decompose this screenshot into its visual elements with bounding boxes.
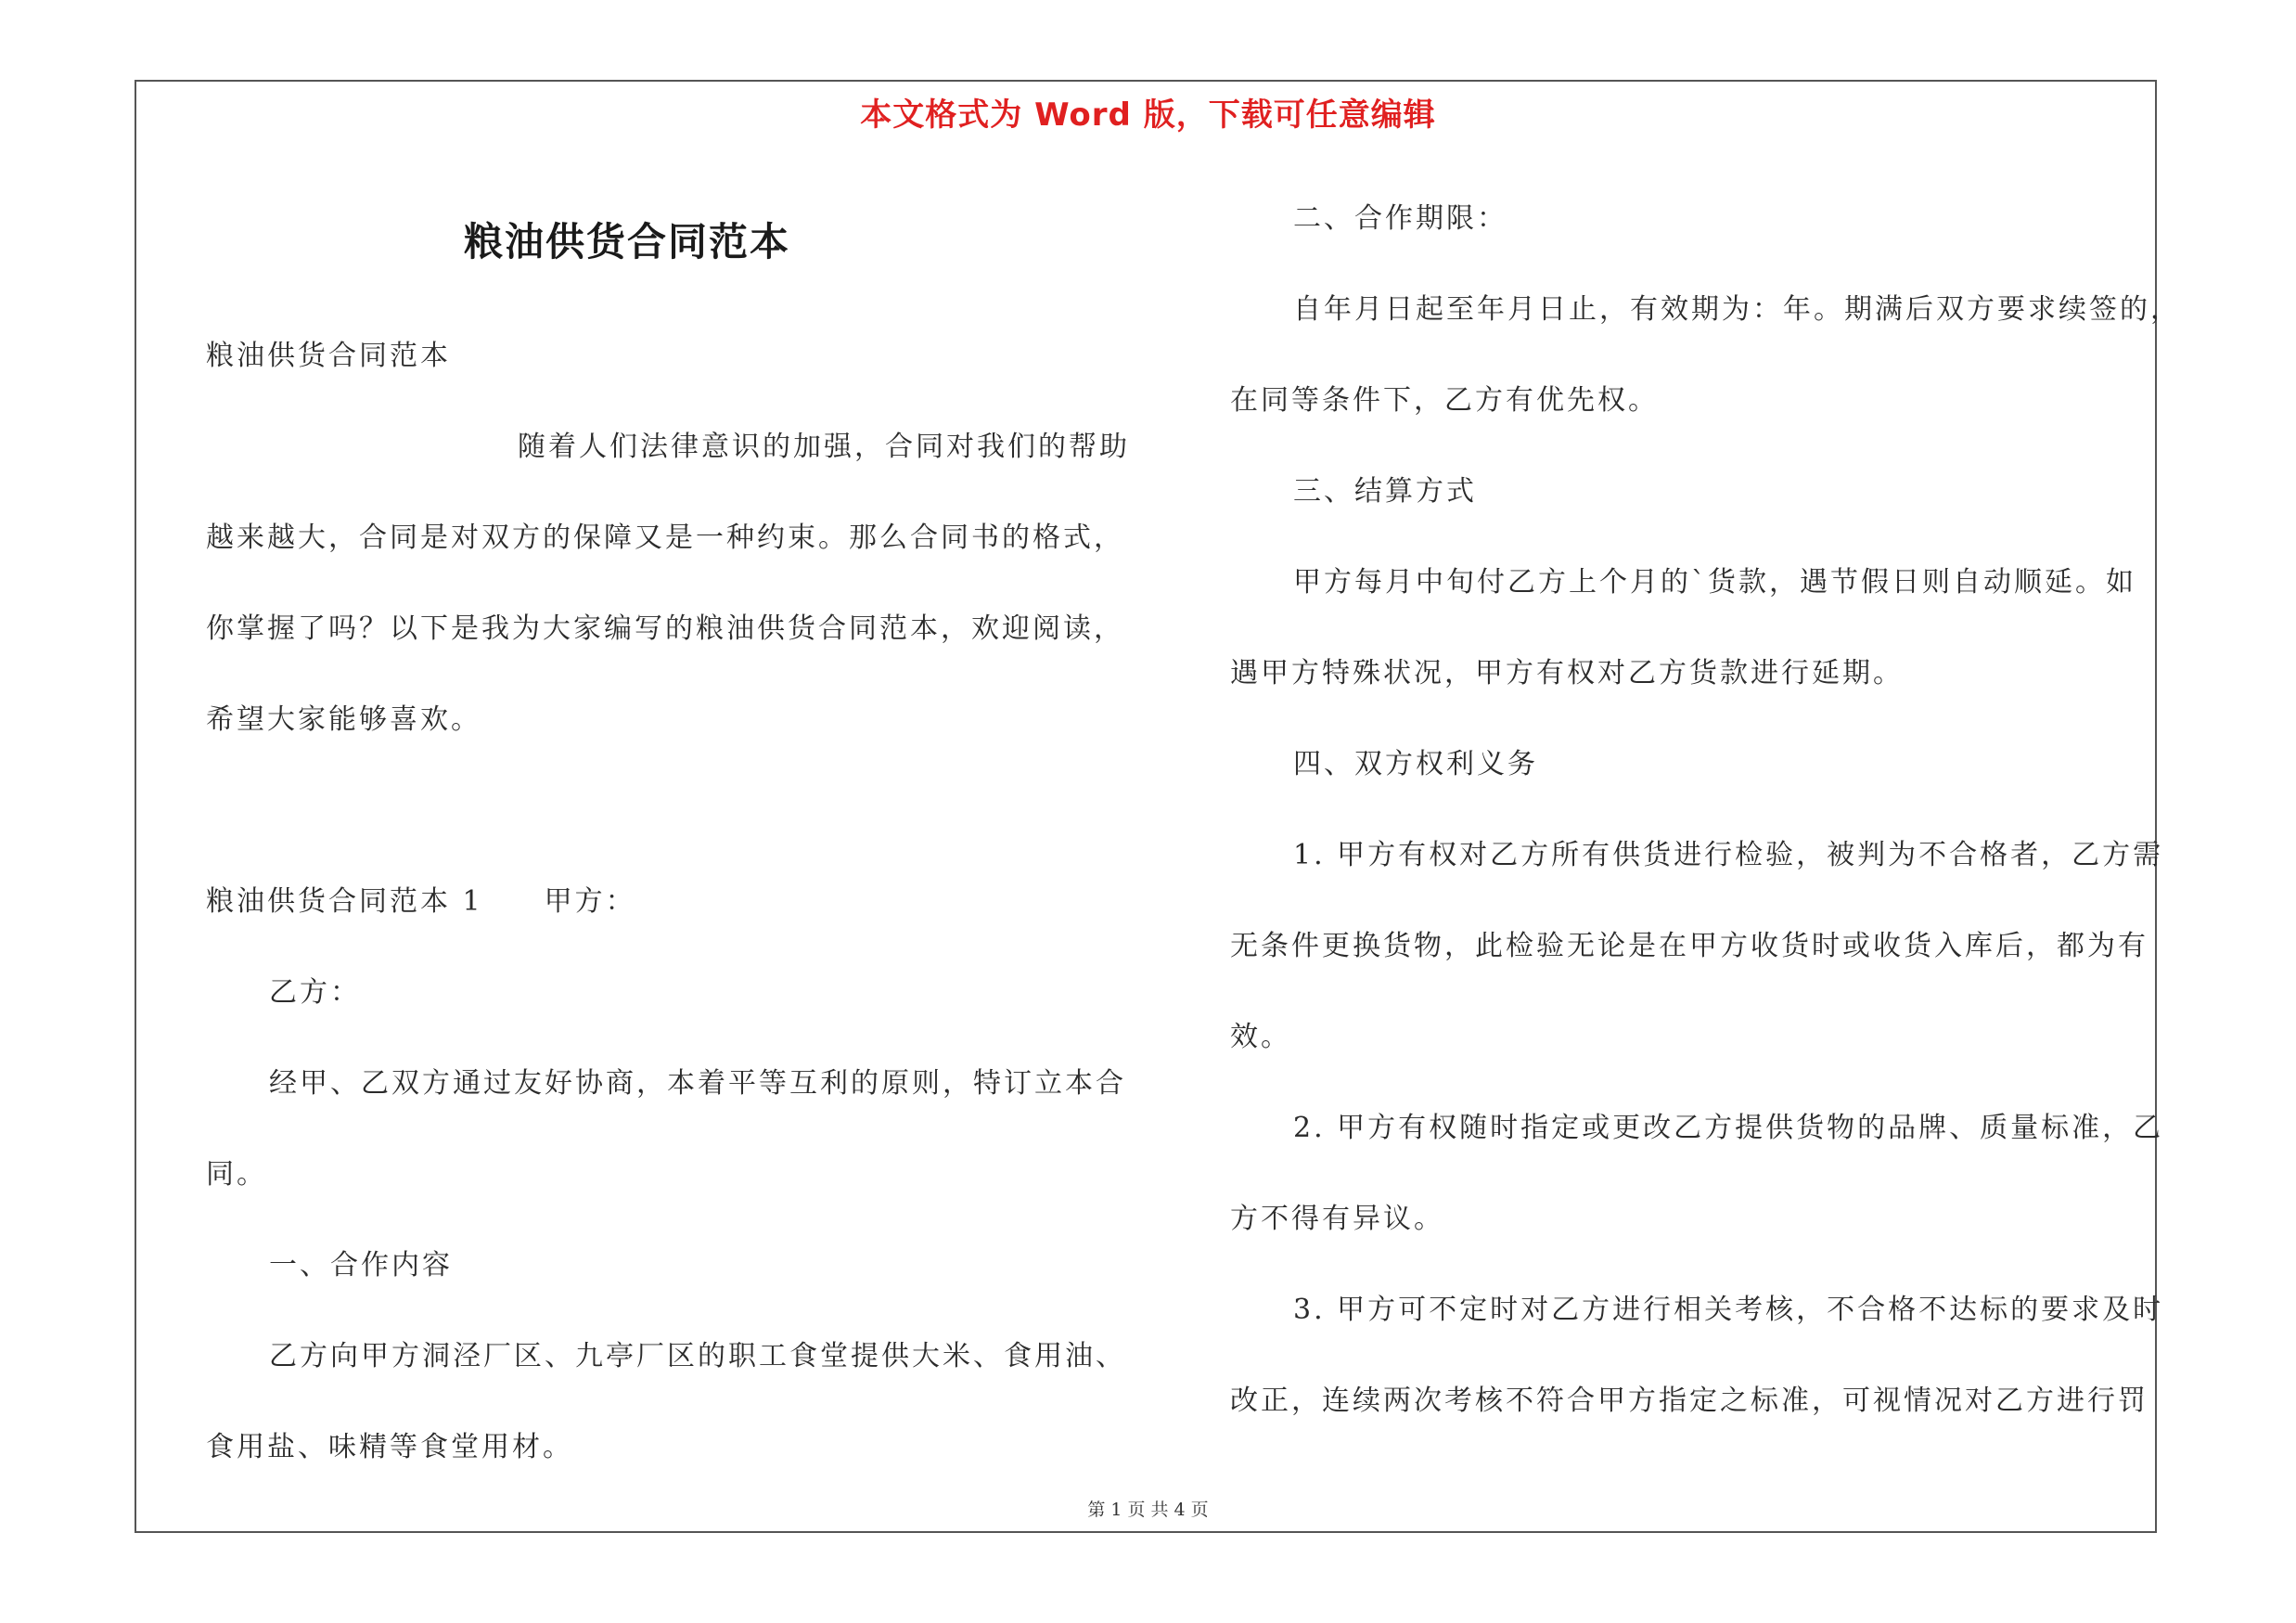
paragraph-line: 甲方每月中旬付乙方上个月的`货款，遇节假日则自动顺延。如	[1293, 566, 2136, 599]
paragraph-line: 经甲、乙双方通过友好协商，本着平等互利的原则，特订立本合	[269, 1067, 1126, 1100]
section-heading: 三、结算方式	[1293, 475, 1477, 508]
paragraph-line: 1. 甲方有权对乙方所有供货进行检验，被判为不合格者，乙方需	[1293, 839, 2164, 871]
paragraph-line: 乙方向甲方洞泾厂区、九亭厂区的职工食堂提供大米、食用油、	[269, 1340, 1126, 1372]
paragraph-line: 在同等条件下，乙方有优先权。	[1230, 384, 1659, 417]
paragraph-line: 遇甲方特殊状况，甲方有权对乙方货款进行延期。	[1230, 657, 1904, 689]
paragraph-line: 3. 甲方可不定时对乙方进行相关考核，不合格不达标的要求及时	[1293, 1294, 2164, 1326]
paragraph-line: 自年月日起至年月日止，有效期为：年。期满后双方要求续签的，	[1293, 293, 2181, 326]
paragraph-line: 随着人们法律意识的加强，合同对我们的帮助	[518, 431, 1130, 463]
paragraph-line: 希望大家能够喜欢。	[206, 703, 481, 736]
paragraph-line: 方不得有异议。	[1230, 1203, 1444, 1235]
paragraph-line: 你掌握了吗？以下是我为大家编写的粮油供货合同范本，欢迎阅读，	[206, 612, 1124, 645]
paragraph-line: 改正，连续两次考核不符合甲方指定之标准，可视情况对乙方进行罚	[1230, 1385, 2148, 1417]
word-format-banner: 本文格式为 Word 版，下载可任意编辑	[860, 97, 1436, 134]
paragraph-line: 2. 甲方有权随时指定或更改乙方提供货物的品牌、质量标准，乙	[1293, 1112, 2164, 1144]
section-heading: 二、合作期限：	[1293, 202, 1507, 235]
section-heading: 四、双方权利义务	[1293, 748, 1538, 780]
paragraph-line: 无条件更换货物，此检验无论是在甲方收货时或收货入库后，都为有	[1230, 930, 2148, 962]
paragraph-line: 效。	[1230, 1021, 1291, 1053]
section-heading: 一、合作内容	[269, 1249, 453, 1282]
paragraph-line: 乙方：	[269, 976, 361, 1009]
paragraph-line: 粮油供货合同范本	[206, 340, 451, 372]
page-number-footer: 第 1 页 共 4 页	[1087, 1500, 1209, 1520]
paragraph-line: 越来越大，合同是对双方的保障又是一种约束。那么合同书的格式，	[206, 522, 1124, 554]
paragraph-line: 食用盐、味精等食堂用材。	[206, 1431, 573, 1463]
paragraph-line: 粮油供货合同范本 1 甲方：	[206, 885, 636, 918]
document-title: 粮油供货合同范本	[464, 219, 791, 264]
paragraph-line: 同。	[206, 1158, 267, 1191]
